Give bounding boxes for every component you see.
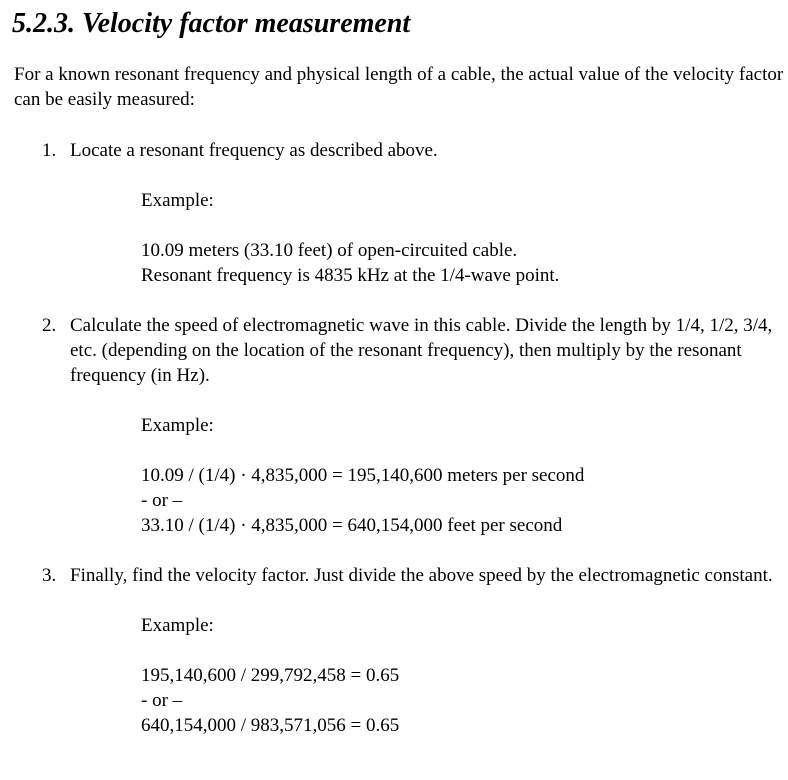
section-heading: 5.2.3. Velocity factor measurement (12, 8, 411, 39)
step-text: Finally, find the velocity factor. Just divide the above speed by the electromagnetic constant. (70, 565, 773, 586)
example-line: 10.09 / (1/4) · 4,835,000 = 195,140,600 meters per second (141, 465, 585, 486)
example-block (141, 613, 788, 738)
step-number: 1. (42, 140, 57, 161)
example-block (141, 188, 788, 288)
step-text: Locate a resonant frequency as described above. (70, 140, 438, 161)
example-line: Resonant frequency is 4835 kHz at the 1/4-wave point. (141, 265, 560, 286)
example-line: - or – (141, 490, 183, 511)
example-line: 640,154,000 / 983,571,056 = 0.65 (141, 715, 400, 736)
example-label: Example: (141, 190, 214, 211)
step-text: Calculate the speed of electromagnetic wave in this cable. Divide the length by 1/4, 1/2, 3/4, etc. (depending on the location of the resonant frequency), then multiply by the resonant frequency (in Hz). (70, 315, 773, 386)
example-lines (141, 238, 788, 288)
step-number: 2. (42, 315, 57, 336)
example-lines (141, 663, 788, 738)
step-number: 3. (42, 565, 57, 586)
example-label: Example: (141, 415, 214, 436)
example-line: - or – (141, 690, 183, 711)
example-label: Example: (141, 615, 214, 636)
example-lines (141, 463, 788, 538)
example-block (141, 413, 788, 538)
example-line: 33.10 / (1/4) · 4,835,000 = 640,154,000 feet per second (141, 515, 563, 536)
step-3 (0, 563, 788, 738)
example-line: 10.09 meters (33.10 feet) of open-circuited cable. (141, 240, 518, 261)
steps-list (0, 138, 788, 738)
step-1 (0, 138, 788, 288)
example-line: 195,140,600 / 299,792,458 = 0.65 (141, 665, 400, 686)
step-2 (0, 313, 788, 538)
intro-paragraph: For a known resonant frequency and physical length of a cable, the actual value of the velocity factor can be easily measured: (14, 64, 784, 110)
